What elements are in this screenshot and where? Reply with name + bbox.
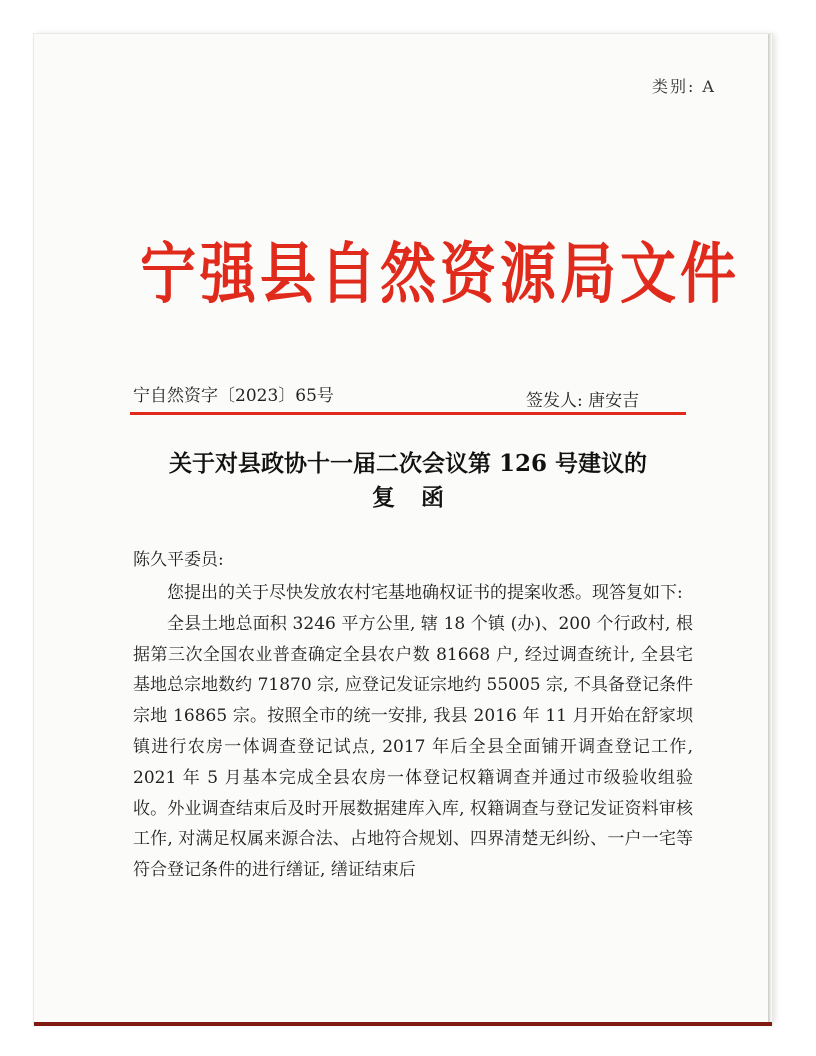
- body-paragraph: 您提出的关于尽快发放农村宅基地确权证书的提案收悉。现答复如下:: [167, 583, 683, 603]
- title-line-2: 复函: [372, 484, 470, 511]
- document-body: [133, 578, 693, 886]
- red-divider-line: [130, 412, 686, 415]
- body-paragraph: 全县土地总面积 3246 平方公里, 辖 18 个镇 (办)、200 个行政村, 根据第三次全国农业普查确定全县农户数 81668 户, 经过调查统计, 全县宅基地总宗地数约 71870 宗, 应登记发证宗地约 55005 宗, 不具备登记条件宗地 16865 宗。按照全市的统一安排, 我县 2016 年 11 月开始在舒家坝镇进行农房一体调查登记试点, 2017 年后全县全面铺开调查登记工作, 2021 年 5 月基本完成全县农房一体登记权籍调查并通过市级验收组验收。外业调查结束后及时开展数据建库入库, 权籍调查与登记发证资料审核工作, 对满足权属来源合法、占地符合规划、四界清楚无纠纷、一户一宅等符合登记条件的进行缮证, 缮证结束后: [133, 613, 693, 881]
- document-title: [130, 447, 686, 515]
- signer-label: 签发人: 唐安吉: [526, 391, 640, 411]
- page-bottom-edge: [34, 1022, 772, 1026]
- classification-label: 类别: A: [651, 77, 716, 96]
- page-edge-shadow: [768, 34, 772, 1024]
- title-line-1: 关于对县政协十一届二次会议第 126 号建议的: [168, 450, 648, 477]
- document-number: 宁自然资字〔2023〕65号: [133, 386, 334, 406]
- document-header: 宁强县自然资源局文件: [140, 234, 740, 313]
- salutation: 陈久平委员:: [133, 550, 224, 570]
